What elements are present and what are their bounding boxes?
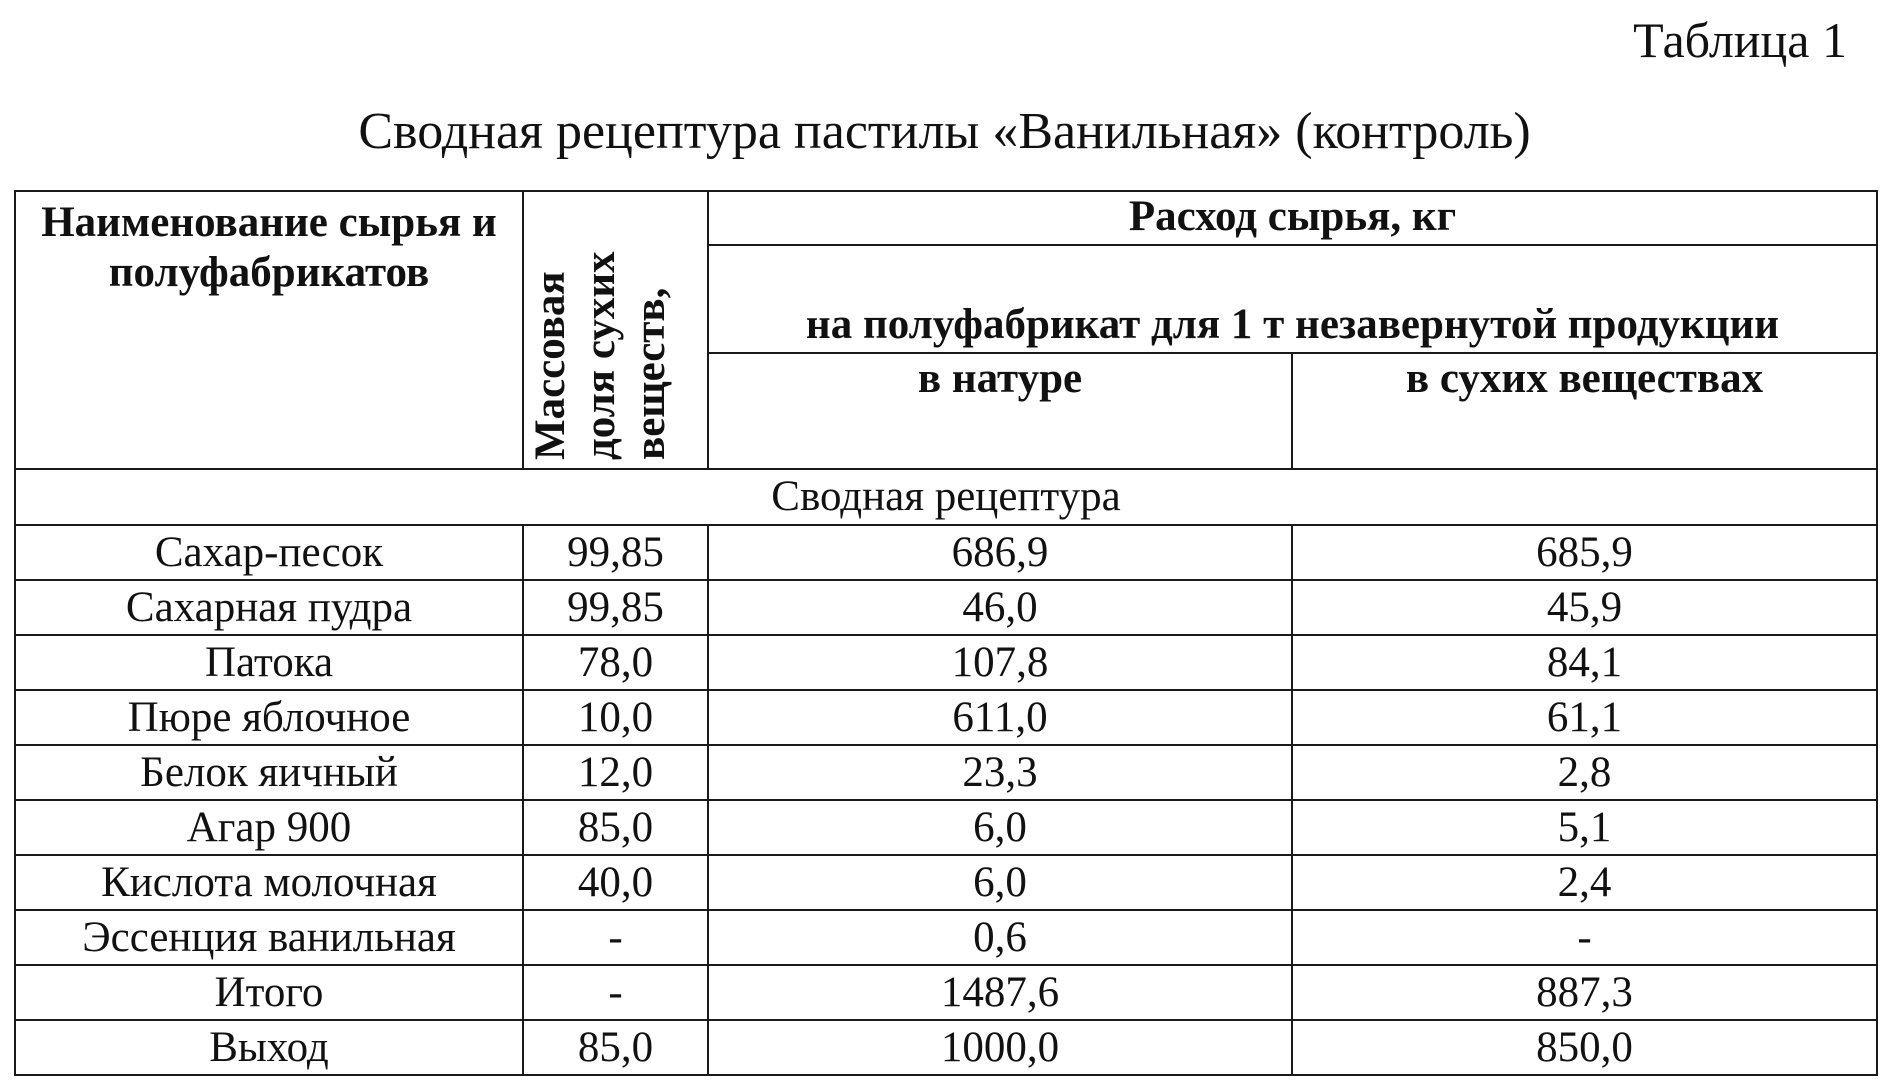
dry-amount-cell: 2,4 [1292,855,1877,910]
dry-amount-cell: 84,1 [1292,635,1877,690]
dry-share-cell: - [523,965,708,1020]
header-in-nature: в натуре [708,353,1292,469]
recipe-table [14,190,1878,1076]
ingredient-name-cell: Сахар-песок [15,525,523,580]
natural-amount-cell: 23,3 [708,745,1292,800]
ingredient-name-cell: Пюре яблочное [15,690,523,745]
dry-share-cell: 85,0 [523,1020,708,1075]
header-ingredient-name: Наименование сырья и полуфабрикатов [15,191,523,469]
table-row [15,800,1877,855]
dry-amount-cell: 5,1 [1292,800,1877,855]
table-row [15,635,1877,690]
natural-amount-cell: 686,9 [708,525,1292,580]
dry-amount-cell: 887,3 [1292,965,1877,1020]
table-row [15,525,1877,580]
dry-amount-cell: 45,9 [1292,580,1877,635]
dry-amount-cell: 685,9 [1292,525,1877,580]
table-row [15,580,1877,635]
dry-share-cell: 78,0 [523,635,708,690]
ingredient-name-cell: Сахарная пудра [15,580,523,635]
dry-share-cell: 12,0 [523,745,708,800]
ingredient-name-cell: Агар 900 [15,800,523,855]
table-row [15,690,1877,745]
dry-share-cell: - [523,910,708,965]
ingredient-name-cell: Итого [15,965,523,1020]
natural-amount-cell: 611,0 [708,690,1292,745]
dry-share-cell: 99,85 [523,580,708,635]
table-row [15,1020,1877,1075]
ingredient-name-cell: Эссенция ванильная [15,910,523,965]
dry-share-cell: 10,0 [523,690,708,745]
header-dry-mass-share [523,191,708,469]
natural-amount-cell: 107,8 [708,635,1292,690]
ingredient-name-cell: Кислота молочная [15,855,523,910]
natural-amount-cell: 46,0 [708,580,1292,635]
natural-amount-cell: 6,0 [708,855,1292,910]
dry-share-cell: 99,85 [523,525,708,580]
table-number-label: Таблица 1 [1633,12,1847,68]
header-consumption: Расход сырья, кг [708,191,1877,245]
table-row [15,910,1877,965]
dry-amount-cell: 61,1 [1292,690,1877,745]
natural-amount-cell: 0,6 [708,910,1292,965]
table-row [15,965,1877,1020]
dry-amount-cell: 850,0 [1292,1020,1877,1075]
natural-amount-cell: 1487,6 [708,965,1292,1020]
ingredient-name-cell: Выход [15,1020,523,1075]
table-row [15,855,1877,910]
header-dry-mass-share-text: Массовая доля сухих веществ, [526,251,674,460]
natural-amount-cell: 1000,0 [708,1020,1292,1075]
natural-amount-cell: 6,0 [708,800,1292,855]
header-per-semi-product: на полуфабрикат для 1 т незавернутой продукции [708,245,1877,353]
ingredient-name-cell: Белок яичный [15,745,523,800]
ingredient-name-cell: Патока [15,635,523,690]
table-row [15,745,1877,800]
table-title: Сводная рецептура пастилы «Ванильная» (контроль) [358,103,1531,160]
dry-amount-cell: - [1292,910,1877,965]
dry-amount-cell: 2,8 [1292,745,1877,800]
dry-share-cell: 40,0 [523,855,708,910]
header-in-dry-substances: в сухих веществах [1292,353,1877,469]
dry-share-cell: 85,0 [523,800,708,855]
section-summary-recipe: Сводная рецептура [15,469,1877,525]
